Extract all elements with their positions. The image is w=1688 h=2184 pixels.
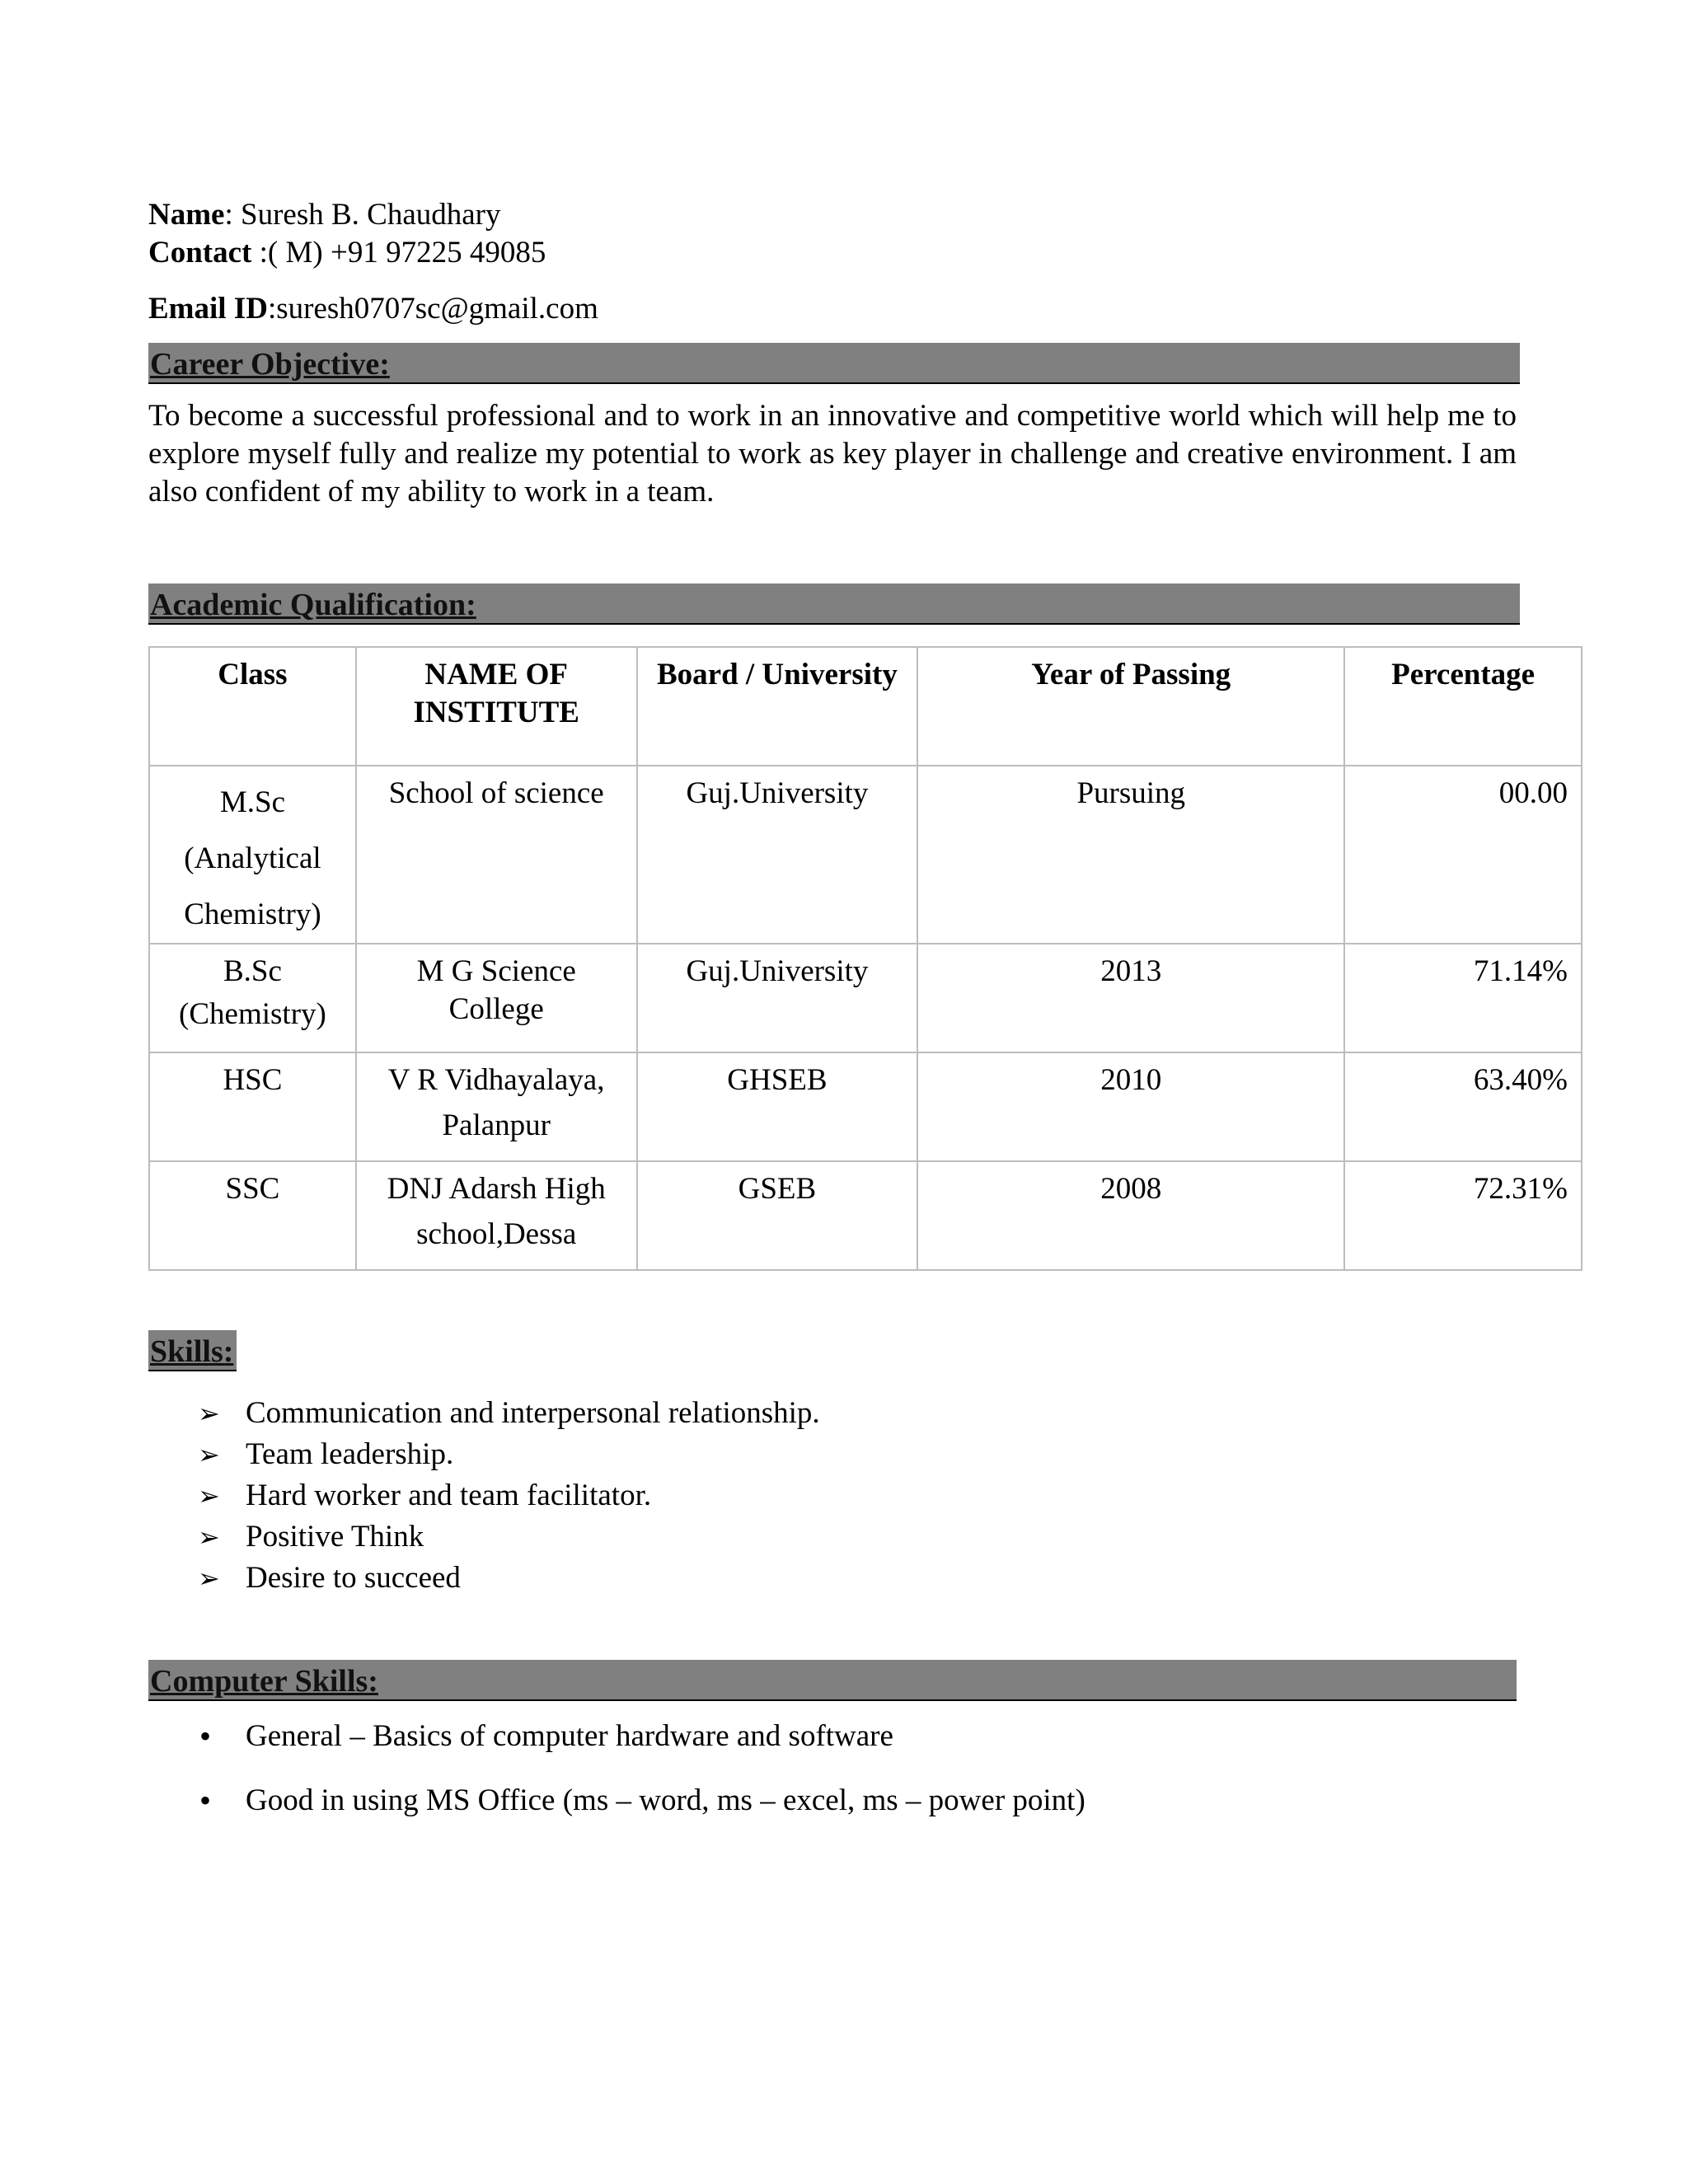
- header-institute: NAME OF INSTITUTE: [356, 647, 637, 766]
- institute-line: M G Science: [416, 954, 576, 988]
- list-item: ➢ Communication and interpersonal relationship.: [198, 1393, 1523, 1434]
- skills-list: [148, 1393, 1523, 1599]
- cell-institute: [356, 766, 637, 944]
- career-objective-text: To become a successful professional and to work in an innovative and competitive world which will help me to explore myself fully and realize my potential to work as key player in challenge and creative environment. I am also confident of my ability to work in a team.: [148, 399, 1517, 509]
- cell-institute: [356, 1161, 637, 1270]
- cell-year: 2008: [917, 1161, 1344, 1270]
- institute-line: school,Dessa: [416, 1217, 577, 1251]
- class-line: (Analytical: [184, 841, 321, 875]
- cell-year: Pursuing: [917, 766, 1344, 944]
- list-item: ➢ Hard worker and team facilitator.: [198, 1475, 1523, 1516]
- class-line: (Chemistry): [179, 997, 326, 1031]
- table-row: [149, 944, 1582, 1052]
- cell-class: HSC: [149, 1052, 356, 1161]
- academic-table: [148, 646, 1582, 1271]
- cell-percentage: 00.00: [1344, 766, 1582, 944]
- list-item: • Good in using MS Office (ms – word, ms – excel, ms – power point): [198, 1782, 1523, 1820]
- cell-percentage: 71.14%: [1344, 944, 1582, 1052]
- class-line: Chemistry): [184, 898, 321, 931]
- contact-line: [148, 234, 1523, 272]
- header-class: Class: [149, 647, 356, 766]
- contact-value: :( M) +91 97225 49085: [251, 236, 546, 269]
- list-item: ➢ Desire to succeed: [198, 1558, 1523, 1599]
- institute-line: V R Vidhayalaya,: [387, 1063, 605, 1097]
- class-line: M.Sc: [219, 785, 286, 819]
- cell-year: 2013: [917, 944, 1344, 1052]
- email-value: :suresh0707sc@gmail.com: [267, 292, 598, 326]
- cell-board: GHSEB: [637, 1052, 918, 1161]
- contact-label: Contact: [148, 236, 252, 269]
- header-board: Board / University: [637, 647, 918, 766]
- header-year: Year of Passing: [917, 647, 1344, 766]
- list-item: • General – Basics of computer hardware and software: [198, 1718, 1523, 1755]
- email-line: [148, 290, 1523, 328]
- table-header-row: [149, 647, 1582, 766]
- institute-line: Palanpur: [442, 1108, 551, 1142]
- name-line: [148, 196, 1523, 234]
- name-value: : Suresh B. Chaudhary: [224, 198, 501, 232]
- cell-year: 2010: [917, 1052, 1344, 1161]
- list-item: ➢ Team leadership.: [198, 1434, 1523, 1475]
- computer-skills-list: [148, 1718, 1523, 1820]
- name-label: Name: [148, 198, 225, 232]
- cell-board: Guj.University: [637, 766, 918, 944]
- institute-line: College: [448, 992, 544, 1026]
- table-row: [149, 1161, 1582, 1270]
- cell-board: GSEB: [637, 1161, 918, 1270]
- table-row: [149, 1052, 1582, 1161]
- computer-skills-heading: Computer Skills:: [148, 1660, 1517, 1701]
- email-label: Email ID: [148, 292, 268, 326]
- institute-line: School of science: [388, 776, 604, 810]
- list-item: ➢ Positive Think: [198, 1516, 1523, 1558]
- cell-board: Guj.University: [637, 944, 918, 1052]
- class-line: B.Sc: [223, 954, 282, 988]
- cell-institute: [356, 1052, 637, 1161]
- academic-qualification-heading: Academic Qualification:: [148, 583, 1520, 625]
- header-percentage: Percentage: [1344, 647, 1582, 766]
- career-objective-heading: Career Objective:: [148, 343, 1520, 384]
- cell-class: [149, 766, 356, 944]
- resume-page: [148, 196, 1568, 1846]
- cell-class: [149, 944, 356, 1052]
- table-row: [149, 766, 1582, 944]
- cell-institute: [356, 944, 637, 1052]
- skills-heading: Skills:: [148, 1330, 237, 1371]
- institute-line: DNJ Adarsh High: [387, 1172, 606, 1206]
- cell-percentage: 72.31%: [1344, 1161, 1582, 1270]
- cell-percentage: 63.40%: [1344, 1052, 1582, 1161]
- cell-class: SSC: [149, 1161, 356, 1270]
